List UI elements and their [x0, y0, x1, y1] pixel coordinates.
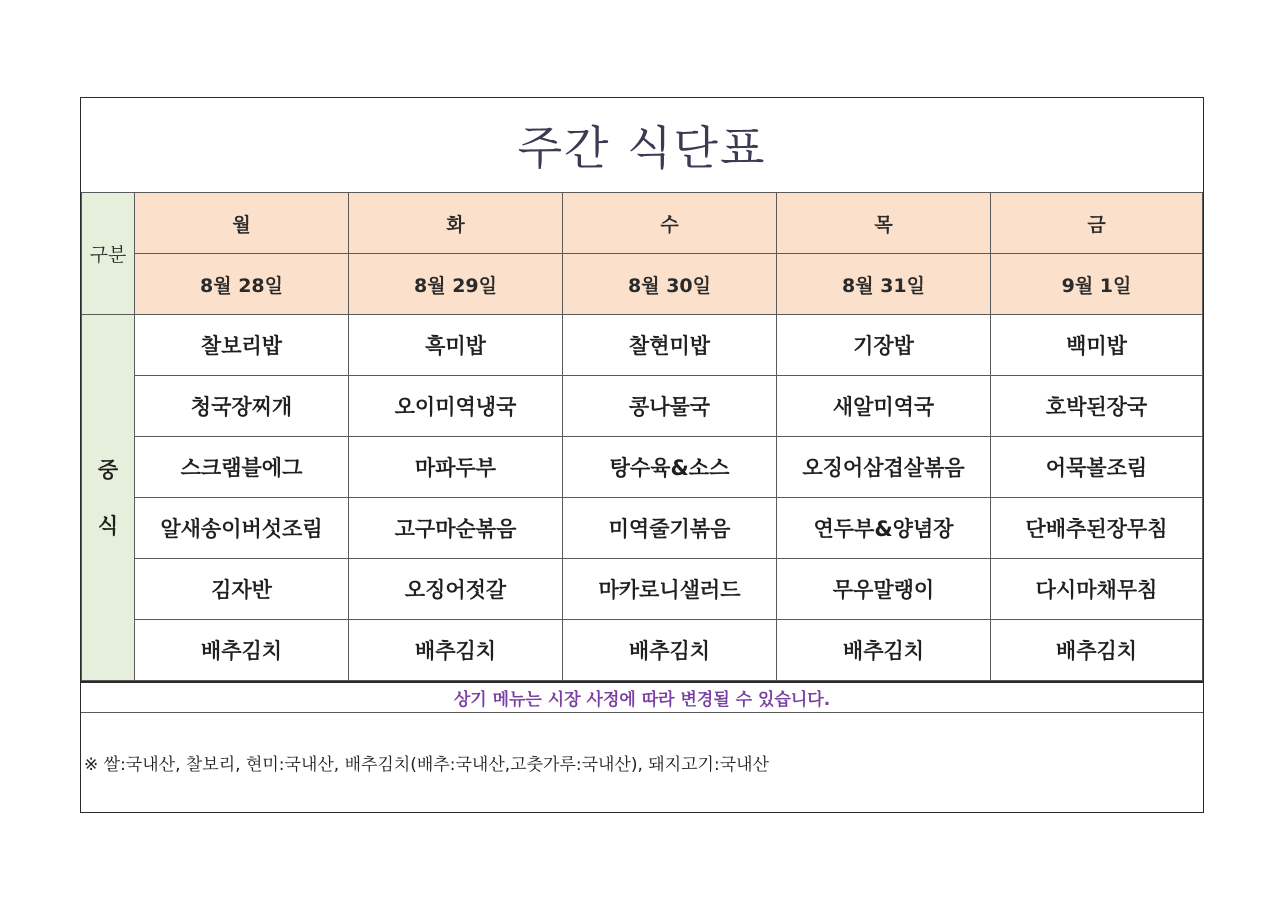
menu-item: 배추김치 — [349, 620, 563, 681]
day-header: 월 — [135, 193, 349, 254]
menu-item: 무우말랭이 — [777, 559, 991, 620]
menu-row — [82, 620, 1203, 681]
menu-item: 찰현미밥 — [563, 315, 777, 376]
menu-item: 연두부&양념장 — [777, 498, 991, 559]
menu-item: 오징어젓갈 — [349, 559, 563, 620]
day-header: 화 — [349, 193, 563, 254]
menu-item: 배추김치 — [991, 620, 1203, 681]
menu-row — [82, 437, 1203, 498]
date-header: 8월 28일 — [135, 254, 349, 315]
menu-item: 오징어삼겹살볶음 — [777, 437, 991, 498]
menu-row — [82, 376, 1203, 437]
menu-item: 다시마채무침 — [991, 559, 1203, 620]
menu-item: 호박된장국 — [991, 376, 1203, 437]
menu-item: 스크램블에그 — [135, 437, 349, 498]
menu-table — [81, 192, 1203, 681]
category-label: 구분 — [82, 193, 135, 315]
section-label-lunch — [82, 315, 135, 681]
menu-item: 고구마순볶음 — [349, 498, 563, 559]
menu-item: 오이미역냉국 — [349, 376, 563, 437]
menu-item: 어묵볼조림 — [991, 437, 1203, 498]
day-header: 수 — [563, 193, 777, 254]
menu-item: 배추김치 — [563, 620, 777, 681]
date-header: 9월 1일 — [991, 254, 1203, 315]
section-char: 식 — [97, 513, 119, 538]
menu-sheet — [80, 97, 1204, 813]
date-header: 8월 29일 — [349, 254, 563, 315]
menu-item: 단배추된장무침 — [991, 498, 1203, 559]
origin-note: ※ 쌀:국내산, 찰보리, 현미:국내산, 배추김치(배추:국내산,고춧가루:국내산), 돼지고기:국내산 — [84, 754, 769, 775]
menu-row — [82, 559, 1203, 620]
menu-item: 콩나물국 — [563, 376, 777, 437]
date-header: 8월 30일 — [563, 254, 777, 315]
menu-row — [82, 498, 1203, 559]
menu-item: 마파두부 — [349, 437, 563, 498]
page-title: 주간 식단표 — [81, 98, 1203, 194]
section-char: 중 — [97, 457, 119, 482]
menu-item: 흑미밥 — [349, 315, 563, 376]
date-header: 8월 31일 — [777, 254, 991, 315]
day-header: 금 — [991, 193, 1203, 254]
menu-item: 배추김치 — [777, 620, 991, 681]
menu-item: 기장밥 — [777, 315, 991, 376]
menu-row — [82, 315, 1203, 376]
menu-item: 알새송이버섯조림 — [135, 498, 349, 559]
menu-item: 탕수육&소스 — [563, 437, 777, 498]
menu-item: 찰보리밥 — [135, 315, 349, 376]
menu-item: 미역줄기볶음 — [563, 498, 777, 559]
menu-item: 마카로니샐러드 — [563, 559, 777, 620]
notice-text: 상기 메뉴는 시장 사정에 따라 변경될 수 있습니다. — [81, 681, 1203, 713]
menu-item: 배추김치 — [135, 620, 349, 681]
menu-item: 새알미역국 — [777, 376, 991, 437]
menu-item: 김자반 — [135, 559, 349, 620]
menu-item: 백미밥 — [991, 315, 1203, 376]
menu-item: 청국장찌개 — [135, 376, 349, 437]
day-header: 목 — [777, 193, 991, 254]
